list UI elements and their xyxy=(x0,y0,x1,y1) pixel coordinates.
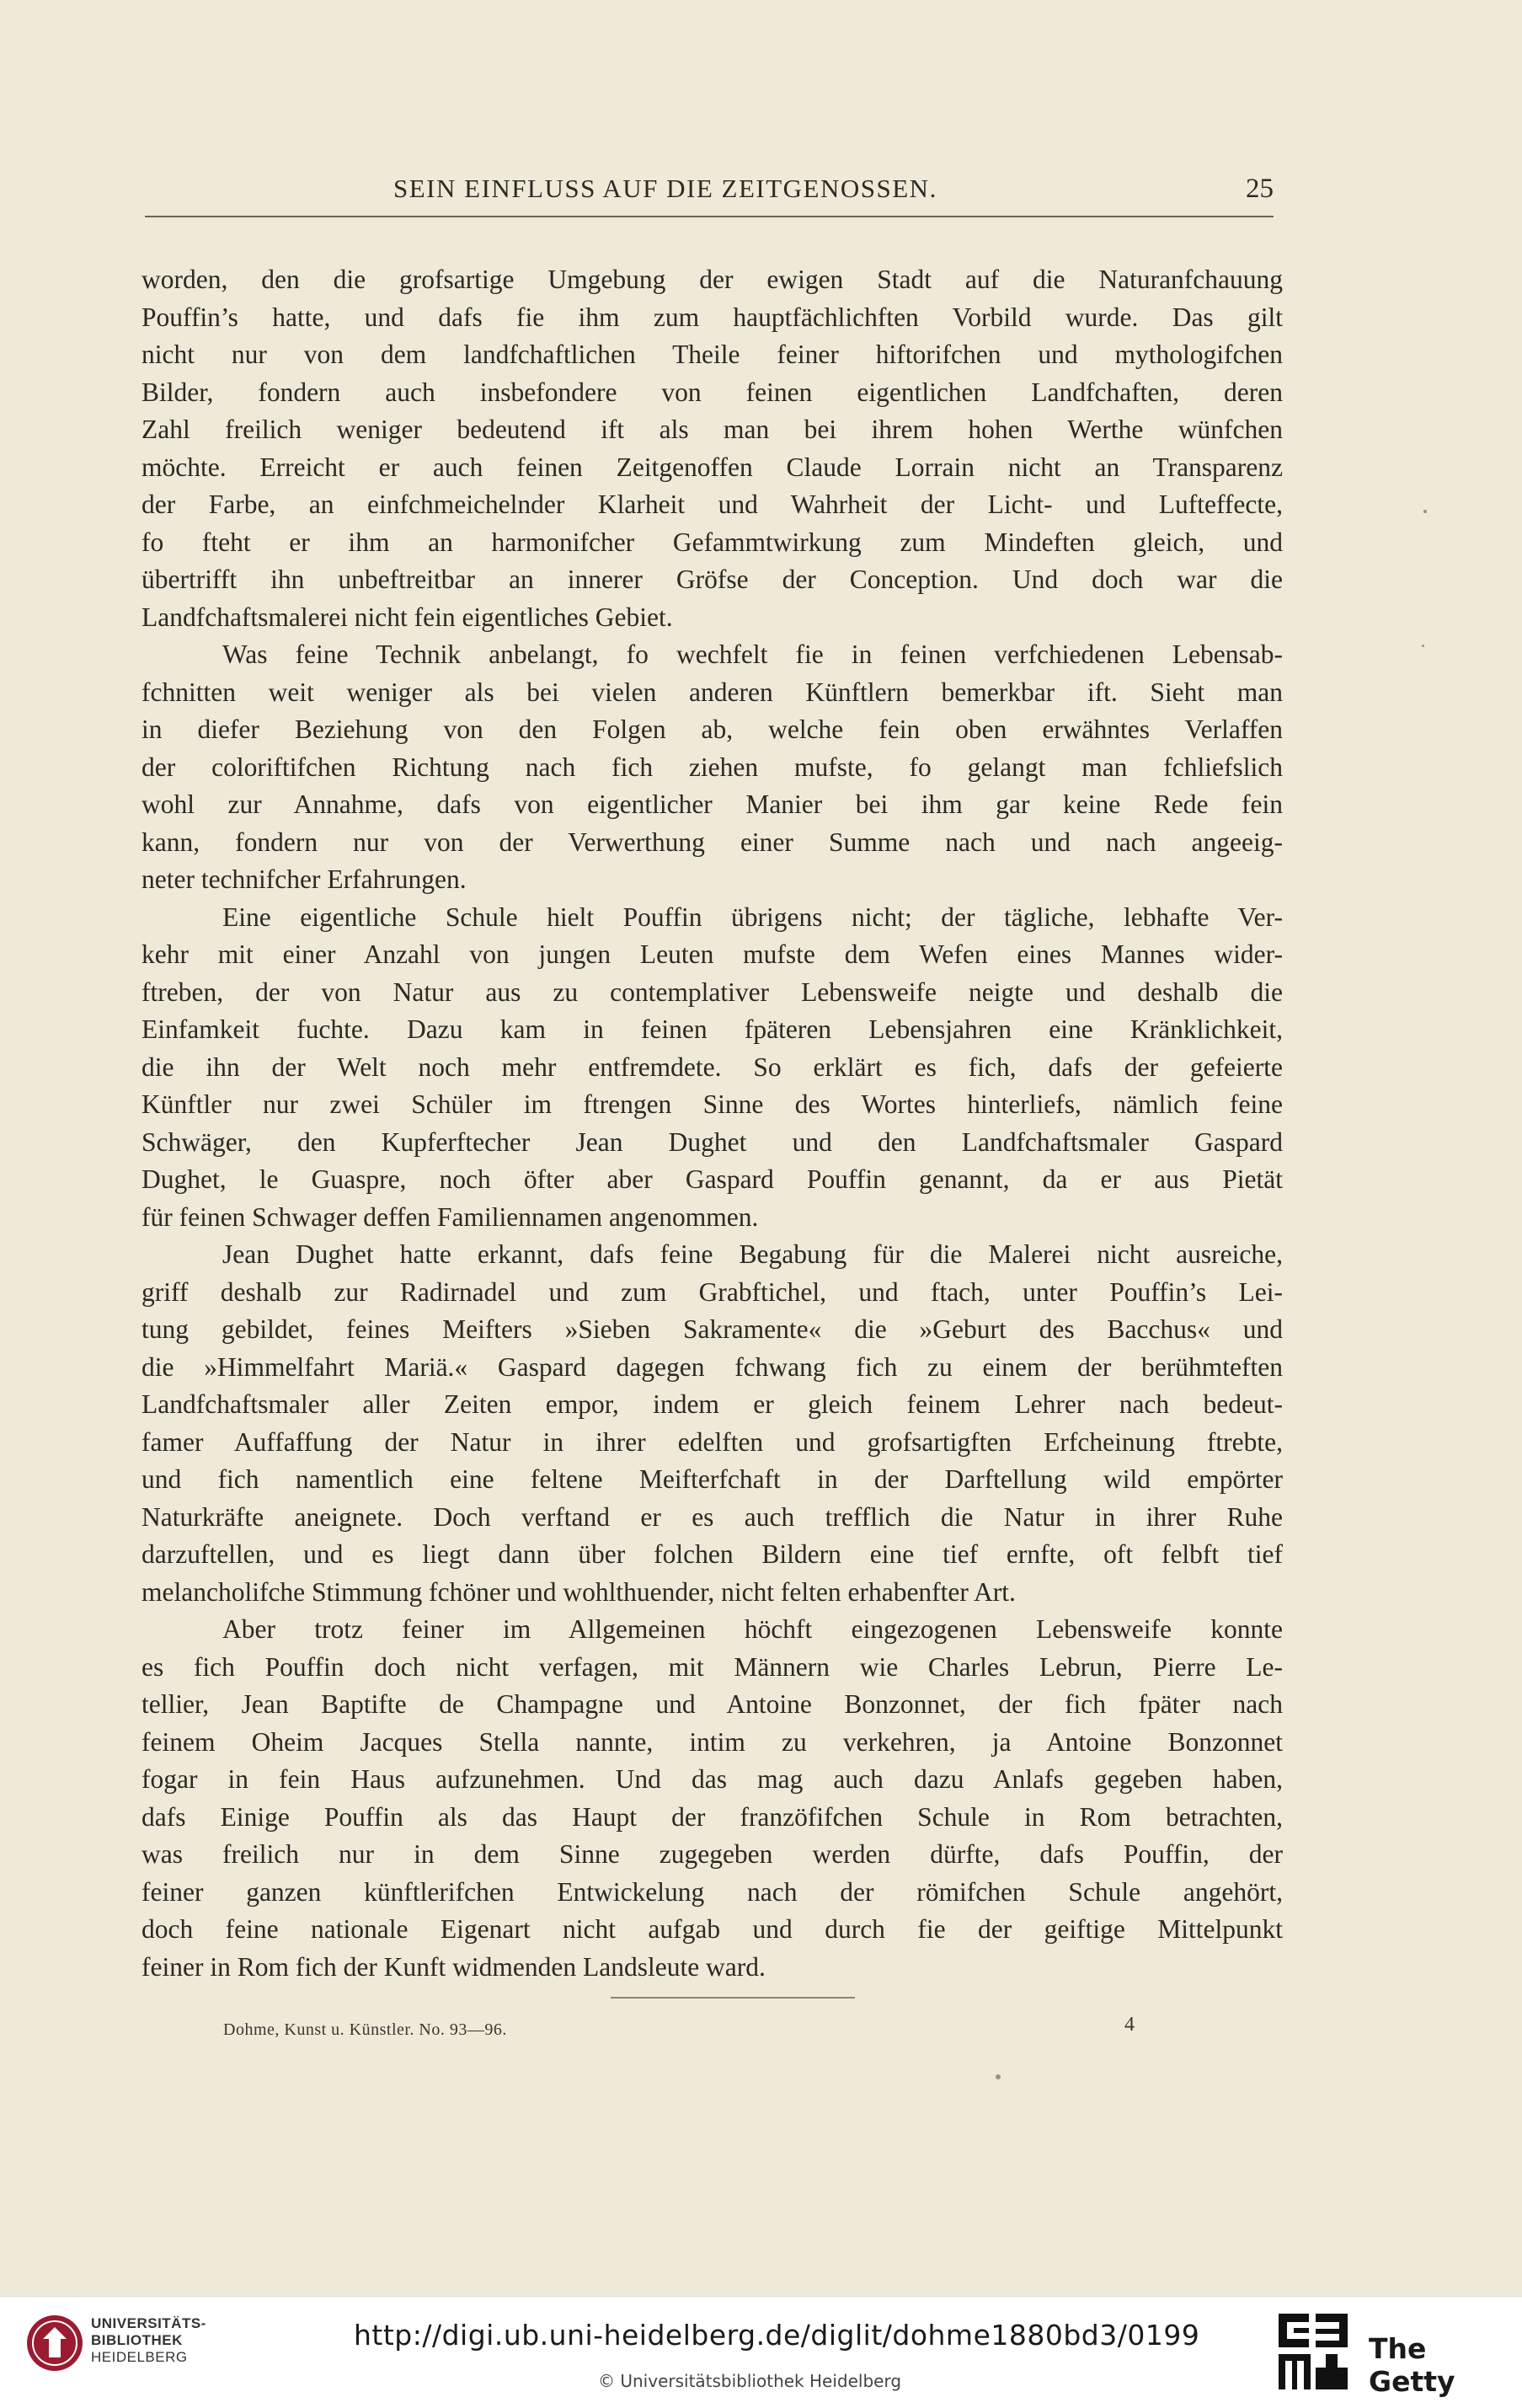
text-line: und fich namentlich eine feltene Meifterfchaft in der Darftellung wild empörter xyxy=(142,1464,1283,1494)
text-line: feiner in Rom fich der Kunft widmenden Landsleute ward. xyxy=(142,1951,766,1982)
page-number: 25 xyxy=(1246,174,1274,204)
text-line: wohl zur Annahme, dafs von eigentlicher Manier bei ihm gar keine Rede fein xyxy=(142,789,1283,819)
text-line: für feinen Schwager deffen Familiennamen angenommen. xyxy=(142,1201,759,1232)
paragraph xyxy=(142,899,1283,1237)
footnote-rule xyxy=(611,1997,855,1999)
copyright-notice: © Universitätsbibliothek Heidelberg xyxy=(598,2371,902,2391)
text-line: kehr mit einer Anzahl von jungen Leuten mufste dem Wefen eines Mannes wider- xyxy=(142,939,1283,969)
paper-speck xyxy=(1422,645,1424,647)
paragraph xyxy=(142,261,1283,636)
paper-speck xyxy=(996,2074,1001,2079)
running-title: SEIN EINFLUSS AUF DIE ZEITGENOSSEN. xyxy=(393,174,937,203)
text-line: doch feine nationale Eigenart nicht aufgab und durch fie der geiftige Mittelpunkt xyxy=(142,1914,1283,1944)
text-line: Bilder, fondern auch insbefondere von feinen eigentlichen Landfchaften, deren xyxy=(142,377,1283,407)
text-line: Künftler nur zwei Schüler im ftrengen Sinne des Wortes hinterliefs, nämlich feine xyxy=(142,1089,1283,1119)
paper-speck xyxy=(1423,510,1427,513)
text-line: Dughet, le Guaspre, noch öfter aber Gaspard Pouffin genannt, da er aus Pietät xyxy=(142,1164,1283,1194)
text-line: Was feine Technik anbelangt, fo wechfelt fie in feinen verfchiedenen Lebensab- xyxy=(222,639,1283,669)
text-line: der Farbe, an einfchmeichelnder Klarheit und Wahrheit der Licht- und Lufteffecte, xyxy=(142,490,1283,519)
paragraph xyxy=(142,1236,1283,1611)
text-line: Schwäger, den Kupferftecher Jean Dughet und den Landfchaftsmaler Gaspard xyxy=(142,1126,1283,1157)
university-name-line: HEIDELBERG xyxy=(91,2349,188,2365)
text-line: famer Auffaffung der Natur in ihrer edelften und grofsartigften Erfcheinung ftrebte, xyxy=(142,1426,1283,1457)
text-line: tung gebildet, feines Meifters »Sieben Sakramente« die »Geburt des Bacchus« und xyxy=(142,1314,1283,1344)
text-line: nicht nur von dem landfchaftlichen Theile feiner hiftorifchen und mythologifchen xyxy=(142,340,1283,369)
text-line: Naturkräfte aneignete. Doch verftand er es auch trefflich die Natur in ihrer Ruhe xyxy=(142,1501,1283,1532)
text-line: Einfamkeit fuchte. Dazu kam in feinen fpäteren Lebensjahren eine Kränklichkeit, xyxy=(142,1014,1283,1044)
paragraph xyxy=(142,636,1283,899)
text-line: fchnitten weit weniger als bei vielen anderen Künftlern bemerkbar ift. Sieht man xyxy=(142,677,1283,707)
digitization-footer xyxy=(0,2296,1522,2408)
text-line: Zahl freilich weniger bedeutend ift als man bei ihrem hohen Werthe wünfchen xyxy=(142,415,1283,444)
footnote: Dohme, Kunst u. Künstler. No. 93—96. xyxy=(223,2020,507,2039)
text-line: Pouffin’s hatte, und dafs fie ihm zum hauptfächlichften Vorbild wurde. Das gilt xyxy=(142,302,1283,332)
text-line: möchte. Erreicht er auch feinen Zeitgenoffen Claude Lorrain nicht an Transparenz xyxy=(142,452,1283,482)
text-line: neter technifcher Erfahrungen. xyxy=(142,864,467,894)
text-line: Aber trotz feiner im Allgemeinen höchft eingezogenen Lebensweife konnte xyxy=(222,1614,1283,1644)
text-line: Landfchaftsmalerei nicht fein eigentliches Gebiet. xyxy=(142,602,673,632)
text-line: in diefer Beziehung von den Folgen ab, welche fein oben erwähntes Verlaffen xyxy=(142,714,1283,744)
getty-logo-icon[interactable] xyxy=(1279,2314,1348,2389)
text-line: melancholifche Stimmung fchöner und wohlthuender, nicht felten erhabenfter Art. xyxy=(142,1576,1016,1607)
text-line: was freilich nur in dem Sinne zugegeben werden dürfte, dafs Pouffin, der xyxy=(142,1839,1283,1869)
text-line: tellier, Jean Baptifte de Champagne und Antoine Bonzonnet, der fich fpäter nach xyxy=(142,1689,1283,1719)
university-seal-icon[interactable] xyxy=(25,2314,84,2373)
text-line: kann, fondern nur von der Verwerthung einer Summe nach und nach angeeig- xyxy=(142,827,1283,857)
text-line: Eine eigentliche Schule hielt Pouffin übrigens nicht; der tägliche, lebhafte Ver- xyxy=(222,902,1283,932)
paragraph xyxy=(142,1611,1283,1986)
text-line: übertrifft ihn unbeftreitbar an innerer Gröfse der Conception. Und doch war die xyxy=(142,565,1283,594)
text-line: feiner ganzen künftlerifchen Entwickelung nach der römifchen Schule angehört, xyxy=(142,1876,1283,1907)
text-line: es fich Pouffin doch nicht verfagen, mit Männern wie Charles Lebrun, Pierre Le- xyxy=(142,1651,1283,1682)
text-line: darzuftellen, und es liegt dann über folchen Bildern eine tief ernfte, oft felbft tief xyxy=(142,1539,1283,1569)
text-line: griff deshalb zur Radirnadel und zum Grabftichel, und ftach, unter Pouffin’s Lei- xyxy=(142,1276,1283,1307)
text-line: worden, den die grofsartige Umgebung der ewigen Stadt auf die Naturanfchauung xyxy=(142,265,1283,294)
text-line: fogar in fein Haus aufzunehmen. Und das mag auch dazu Anlafs gegeben haben, xyxy=(142,1764,1283,1794)
university-name-line: UNIVERSITÄTS- xyxy=(91,2315,206,2331)
signature-mark: 4 xyxy=(1124,2014,1135,2036)
text-line: Jean Dughet hatte erkannt, dafs feine Begabung für die Malerei nicht ausreiche, xyxy=(222,1239,1283,1269)
text-line: die ihn der Welt noch mehr entfremdete. So erklärt es fich, dafs der gefeierte xyxy=(142,1051,1283,1082)
header-rule xyxy=(145,216,1274,217)
text-line: dafs Einige Pouffin als das Haupt der franzöfifchen Schule in Rom betrachten, xyxy=(142,1801,1283,1832)
page-header xyxy=(145,174,1274,216)
university-name[interactable] xyxy=(91,2315,206,2366)
text-line: Landfchaftsmaler aller Zeiten empor, indem er gleich feinem Lehrer nach bedeut- xyxy=(142,1389,1283,1419)
getty-name[interactable]: The Getty xyxy=(1369,2332,1455,2398)
text-line: die »Himmelfahrt Mariä.« Gaspard dagegen fchwang fich zu einem der berühmteften xyxy=(142,1351,1283,1382)
permalink-url[interactable]: http://digi.ub.uni-heidelberg.de/diglit/dohme1880bd3/0199 xyxy=(354,2319,1200,2352)
text-line: der coloriftifchen Richtung nach fich ziehen mufste, fo gelangt man fchliefslich xyxy=(142,752,1283,782)
body-text xyxy=(142,261,1283,1986)
text-line: fo fteht er ihm an harmonifcher Gefammtwirkung zum Mindeften gleich, und xyxy=(142,527,1283,557)
text-line: ftreben, der von Natur aus zu contemplativer Lebensweife neigte und deshalb die xyxy=(142,977,1283,1007)
university-name-line: BIBLIOTHEK xyxy=(91,2332,183,2348)
text-line: feinem Oheim Jacques Stella nannte, intim zu verkehren, ja Antoine Bonzonnet xyxy=(142,1726,1283,1757)
